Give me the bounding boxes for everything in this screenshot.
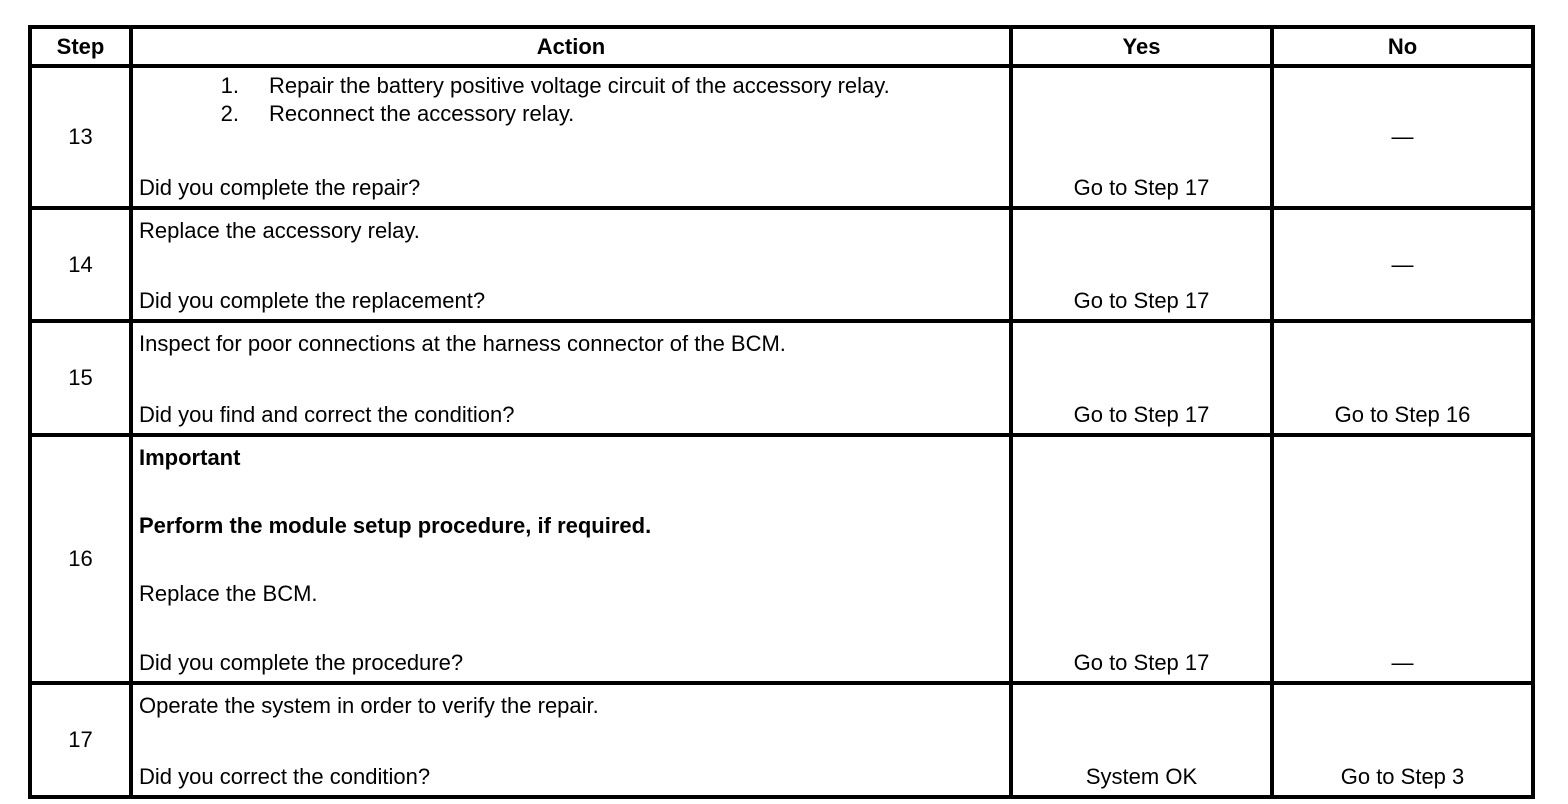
no-cell	[1272, 435, 1533, 683]
list-item	[139, 72, 1003, 100]
step-number: 15	[30, 321, 131, 435]
no-cell	[1272, 321, 1533, 435]
diagnostic-table	[28, 25, 1535, 799]
header-row	[30, 27, 1533, 66]
action-cell	[131, 683, 1011, 797]
step-number: 13	[30, 66, 131, 208]
action-question: Did you find and correct the condition?	[139, 402, 515, 427]
yes-cell	[1011, 435, 1272, 683]
action-question: Did you complete the procedure?	[139, 650, 464, 675]
list-item-number: 2.	[220, 101, 239, 126]
yes-cell	[1011, 66, 1272, 208]
important-label: Important	[139, 445, 241, 470]
list-item-text: Reconnect the accessory relay.	[269, 101, 575, 126]
step-number: 17	[30, 683, 131, 797]
action-question: Did you complete the replacement?	[139, 288, 486, 313]
yes-cell	[1011, 321, 1272, 435]
no-result: Go to Step 3	[1340, 764, 1465, 789]
yes-result: Go to Step 17	[1073, 288, 1210, 313]
yes-cell	[1011, 683, 1272, 797]
table-row-step-13	[30, 66, 1533, 208]
yes-cell	[1011, 208, 1272, 321]
action-question: Did you correct the condition?	[139, 764, 431, 789]
action-list	[139, 72, 1003, 128]
action-cell	[131, 435, 1011, 683]
header-yes: Yes	[1011, 27, 1272, 66]
step-number: 14	[30, 208, 131, 321]
spacer	[139, 475, 1003, 509]
action-text: Inspect for poor connections at the harness connector of the BCM.	[139, 331, 786, 356]
header-action: Action	[131, 27, 1011, 66]
no-result: —	[1391, 124, 1414, 149]
yes-result: System OK	[1085, 764, 1198, 789]
yes-result: Go to Step 17	[1073, 175, 1210, 200]
header-step: Step	[30, 27, 131, 66]
action-cell	[131, 321, 1011, 435]
list-item-number: 1.	[220, 73, 239, 98]
action-text: Operate the system in order to verify the repair.	[139, 693, 599, 718]
important-note: Perform the module setup procedure, if required.	[139, 513, 652, 538]
action-text: Replace the accessory relay.	[139, 218, 420, 243]
header-no: No	[1272, 27, 1533, 66]
no-result: Go to Step 16	[1334, 402, 1471, 427]
action-question: Did you complete the repair?	[139, 175, 421, 200]
table-row-step-16	[30, 435, 1533, 683]
table-row-step-14	[30, 208, 1533, 321]
table-row-step-17	[30, 683, 1533, 797]
no-result: —	[1391, 251, 1414, 277]
table-row-step-15	[30, 321, 1533, 435]
no-cell	[1272, 66, 1533, 208]
list-item	[139, 100, 1003, 128]
action-cell	[131, 66, 1011, 208]
spacer	[139, 543, 1003, 577]
no-cell	[1272, 208, 1533, 321]
no-cell	[1272, 683, 1533, 797]
action-text: Replace the BCM.	[139, 581, 318, 606]
no-result: —	[1391, 650, 1414, 675]
action-cell	[131, 208, 1011, 321]
list-item-text: Repair the battery positive voltage circuit of the accessory relay.	[269, 73, 890, 98]
step-number: 16	[30, 435, 131, 683]
yes-result: Go to Step 17	[1073, 402, 1210, 427]
yes-result: Go to Step 17	[1073, 650, 1210, 675]
